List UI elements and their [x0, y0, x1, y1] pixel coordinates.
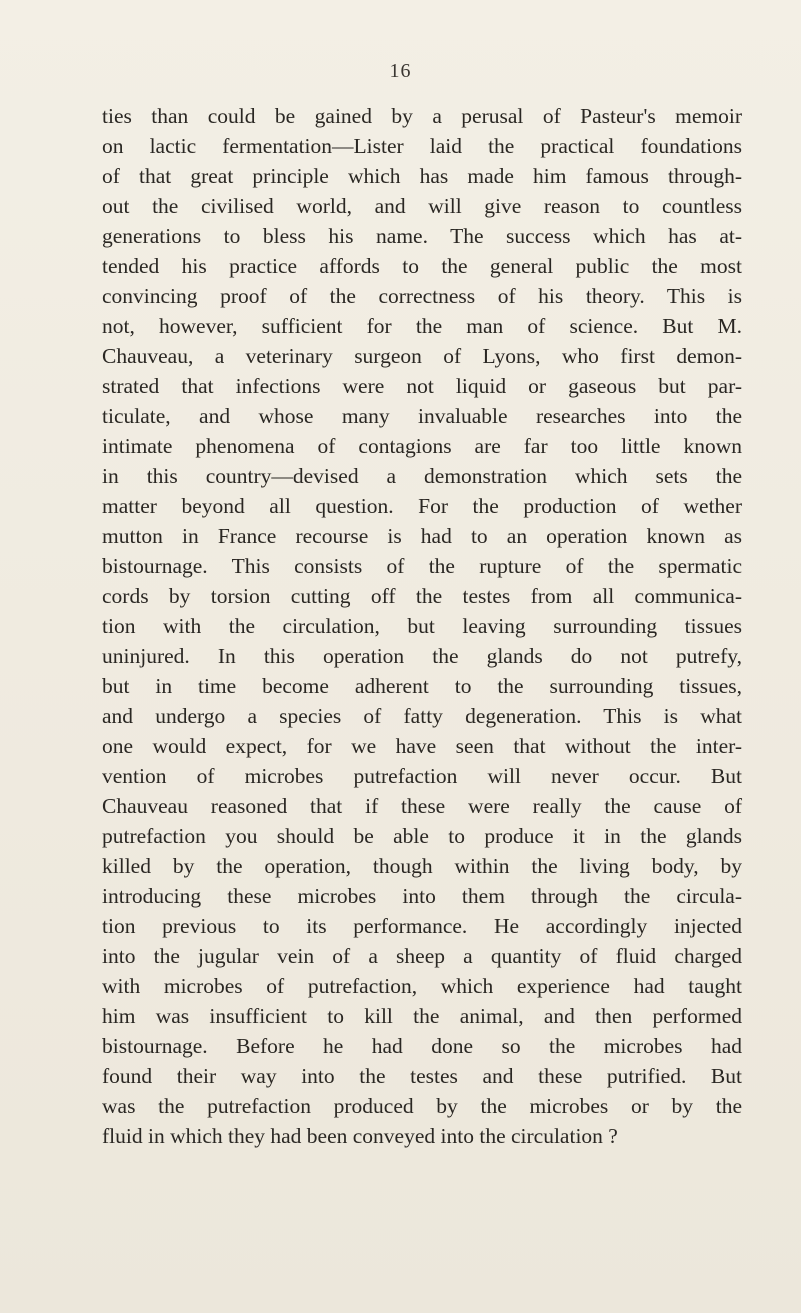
- text-line: him was insufficient to kill the animal, and then performed: [102, 1004, 742, 1028]
- text-line: convincing proof of the correctness of his theory. This is: [102, 284, 742, 308]
- text-line: Chauveau reasoned that if these were really the cause of: [102, 794, 742, 818]
- text-line: cords by torsion cutting off the testes from all communica-: [102, 584, 742, 608]
- text-line: bistournage. Before he had done so the microbes had: [102, 1034, 742, 1058]
- text-line: vention of microbes putrefaction will never occur. But: [102, 764, 742, 788]
- text-line: tion with the circulation, but leaving surrounding tissues: [102, 614, 742, 638]
- text-line: putrefaction you should be able to produce it in the glands: [102, 824, 742, 848]
- text-line: with microbes of putrefaction, which experience had taught: [102, 974, 742, 998]
- text-line: out the civilised world, and will give reason to countless: [102, 194, 742, 218]
- text-line: ties than could be gained by a perusal of Pasteur's memoir: [102, 104, 742, 128]
- text-line: generations to bless his name. The success which has at-: [102, 224, 742, 248]
- text-line: matter beyond all question. For the production of wether: [102, 494, 742, 518]
- text-line: introducing these microbes into them through the circula-: [102, 884, 742, 908]
- text-line: mutton in France recourse is had to an operation known as: [102, 524, 742, 548]
- text-line: one would expect, for we have seen that without the inter-: [102, 734, 742, 758]
- text-line: was the putrefaction produced by the microbes or by the: [102, 1094, 742, 1118]
- text-line: in this country—devised a demonstration which sets the: [102, 464, 742, 488]
- text-line: of that great principle which has made him famous through-: [102, 164, 742, 188]
- text-line: but in time become adherent to the surrounding tissues,: [102, 674, 742, 698]
- text-line: Chauveau, a veterinary surgeon of Lyons, who first demon-: [102, 344, 742, 368]
- text-line: ticulate, and whose many invaluable researches into the: [102, 404, 742, 428]
- text-line: uninjured. In this operation the glands do not putrefy,: [102, 644, 742, 668]
- text-line: intimate phenomena of contagions are far too little known: [102, 434, 742, 458]
- text-line: and undergo a species of fatty degeneration. This is what: [102, 704, 742, 728]
- body-text: [102, 101, 742, 1151]
- text-line: tion previous to its performance. He accordingly injected: [102, 914, 742, 938]
- text-line: tended his practice affords to the general public the most: [102, 254, 742, 278]
- page-number: 16: [389, 60, 412, 82]
- text-line: found their way into the testes and these putrified. But: [102, 1064, 742, 1088]
- text-line: into the jugular vein of a sheep a quantity of fluid charged: [102, 944, 742, 968]
- text-line: not, however, sufficient for the man of science. But M.: [102, 314, 742, 338]
- text-line: killed by the operation, though within the living body, by: [102, 854, 742, 878]
- text-line: on lactic fermentation—Lister laid the practical foundations: [102, 134, 742, 158]
- text-line: fluid in which they had been conveyed into the circulation ?: [102, 1124, 618, 1148]
- text-line: strated that infections were not liquid or gaseous but par-: [102, 374, 742, 398]
- text-line: bistournage. This consists of the rupture of the spermatic: [102, 554, 742, 578]
